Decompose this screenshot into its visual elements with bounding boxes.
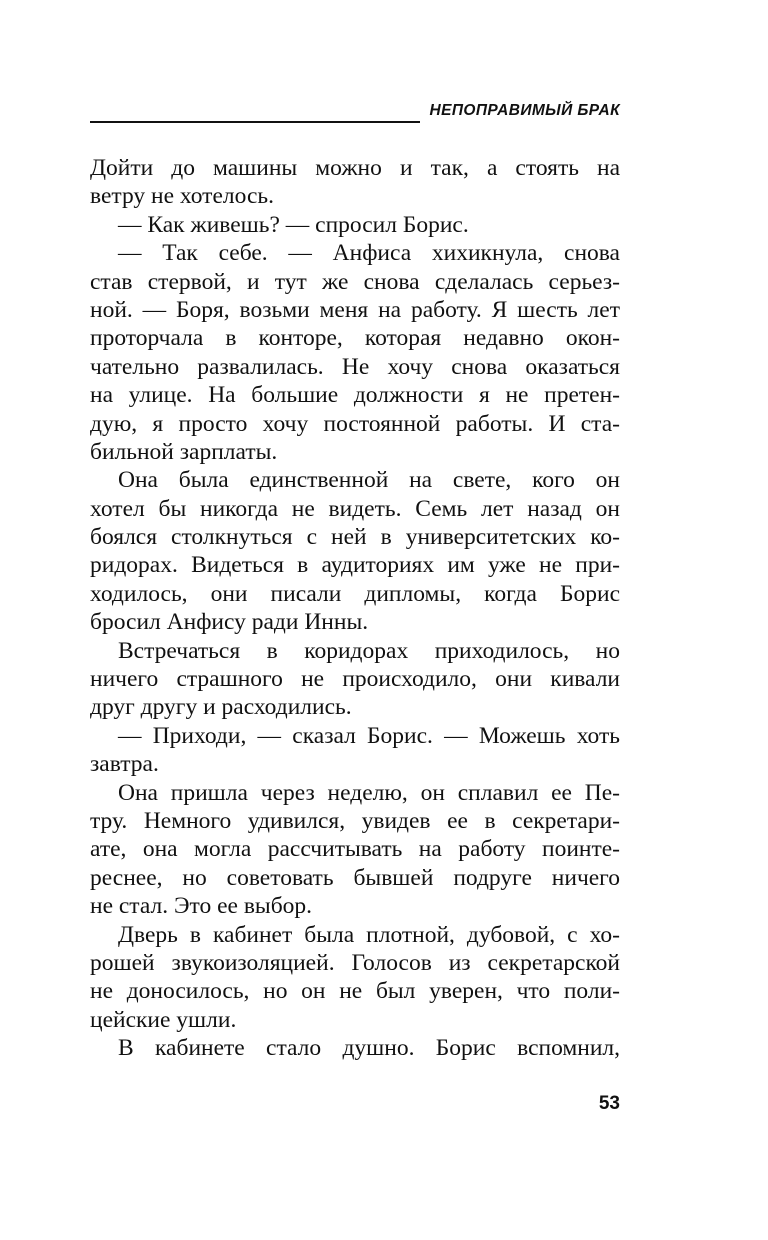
text-line: реснее, но советовать бывшей подруге ничего [90, 864, 620, 891]
text-line: В кабинете стало душно. Борис вспомнил, [118, 1035, 620, 1062]
running-title: НЕПОПРАВИМЫЙ БРАК [429, 102, 620, 119]
text-line: ходилось, они писали дипломы, когда Борис [90, 580, 620, 607]
text-line: рошей звукоизоляцией. Голосов из секретарской [90, 949, 620, 976]
text-line: не доносилось, но он не был уверен, что поли- [90, 978, 620, 1005]
text-line: — Как живешь? — спросил Борис. [118, 211, 469, 238]
text-line: цейские ушли. [90, 1006, 237, 1033]
text-line: ничего страшного не происходило, они кивали [90, 666, 620, 693]
text-line: хотел бы никогда не видеть. Семь лет назад он [90, 495, 620, 522]
text-line: ридорах. Видеться в аудиториях им уже не при- [90, 552, 620, 579]
text-line: став стервой, и тут же снова сделалась серьез- [90, 268, 620, 295]
text-line: тру. Немного удивился, увидев ее в секретари- [90, 807, 620, 834]
text-line: друг другу и расходились. [90, 694, 352, 721]
text-line: Дойти до машины можно и так, а стоять на [90, 155, 620, 181]
text-line: на улице. На большие должности я не претен- [90, 382, 620, 409]
text-line: проторчала в конторе, которая недавно окон- [90, 325, 620, 352]
running-header [90, 100, 620, 124]
text-line: Она была единственной на свете, кого он [118, 467, 620, 494]
text-line: не стал. Это ее выбор. [90, 893, 313, 920]
text-line: завтра. [90, 751, 159, 778]
text-line: ветру не хотелось. [90, 183, 274, 210]
page-body [90, 154, 620, 1063]
text-line: Она пришла через неделю, он сплавил ее Пе- [118, 779, 620, 806]
text-line: бильной зарплаты. [90, 438, 278, 465]
page-number: 53 [598, 1093, 620, 1114]
text-line: Встречаться в коридорах приходилось, но [118, 637, 620, 664]
text-line: — Приходи, — сказал Борис. — Можешь хоть [118, 722, 620, 749]
text-line: боялся столкнуться с ней в университетских ко- [90, 524, 620, 551]
text-line: чательно развалилась. Не хочу снова оказаться [90, 353, 620, 380]
text-line: бросил Анфису ради Инны. [90, 609, 369, 636]
header-rule [90, 121, 420, 123]
text-line: дую, я просто хочу постоянной работы. И ста- [90, 410, 620, 437]
text-line: — Так себе. — Анфиса хихикнула, снова [118, 240, 620, 267]
text-line: ате, она могла рассчитывать на работу поинте- [90, 836, 620, 863]
text-line: Дверь в кабинет была плотной, дубовой, с хо- [118, 921, 620, 948]
text-line: ной. — Боря, возьми меня на работу. Я шесть лет [90, 296, 620, 323]
